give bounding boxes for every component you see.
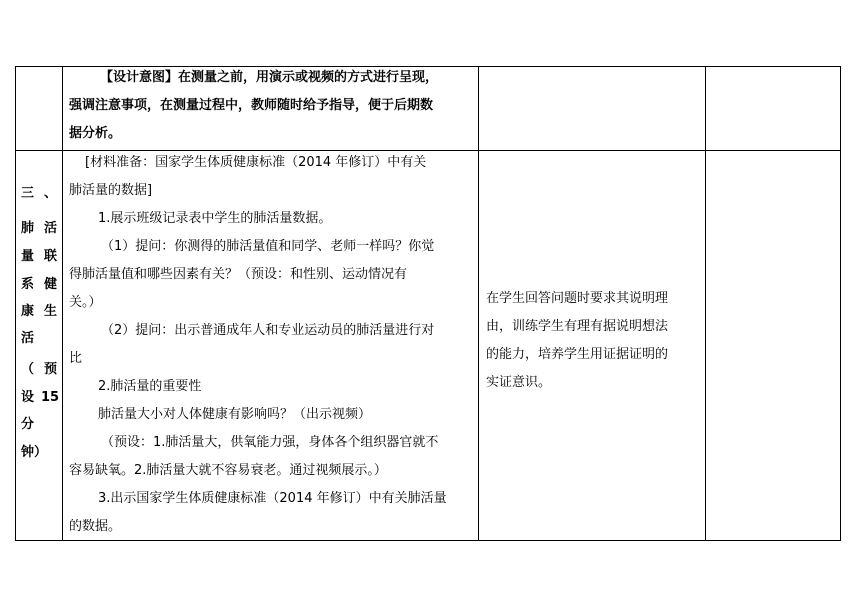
content-line: （2）提问：出示普通成年人和专业运动员的肺活量进行对 [101,323,435,338]
content-line: 1.展示班级记录表中学生的肺活量数据。 [98,211,332,226]
section-title-char: 健 [44,277,58,292]
col-border-4 [705,66,706,541]
col-border-1 [15,66,16,541]
col-border-3 [478,66,479,541]
intent-line: 由，训练学生有理有据说明想法 [486,319,669,334]
content-line: 肺活量的数据] [69,183,153,198]
section-title-char: 活 [21,331,35,346]
section-title-char: 生 [44,304,58,319]
section-title-char: 设 [21,390,35,405]
col-border-5 [840,66,841,541]
content-line: 关。） [69,295,102,310]
intent-line: 的能力，培养学生用证据证明的 [486,347,669,362]
section-title-char: 三 [21,186,35,201]
content-line: 3.出示国家学生体质健康标准（2014 年修订）中有关肺活量 [98,491,447,506]
content-line: 容易缺氧。2.肺活量大就不容易衰老。通过视频展示。） [69,463,387,478]
content-line: 的数据。 [69,519,122,534]
section-title-char: 量 [21,249,35,264]
section-title-char: 预 [44,362,58,377]
content-line: （1）提问：你测得的肺活量值和同学、老师一样吗？你觉 [101,239,435,254]
table-bottom-border [15,540,841,541]
section-title-char: 活 [44,221,58,236]
design-intent-line: 强调注意事项，在测量过程中，教师随时给予指导，便于后期数 [69,98,434,113]
content-line: 比 [69,351,83,366]
design-intent-line: 【设计意图】在测量之前，用演示或视频的方式进行呈现， [100,70,439,85]
content-line: （预设：1.肺活量大，供氧能力强，身体各个组织器官就不 [101,435,439,450]
section-title-char: 联 [44,249,58,264]
section-title-char: 钟） [21,445,48,460]
section-title-char: 、 [44,186,58,201]
section-title-char: 肺 [21,221,35,236]
section-title-char: 15 [41,390,60,405]
content-line: 肺活量大小对人体健康有影响吗？（出示视频） [98,407,372,422]
content-line: [材料准备：国家学生体质健康标准（2014 年修订）中有关 [85,155,427,170]
design-intent-line: 据分析。 [69,126,122,141]
intent-line: 实证意识。 [486,375,552,390]
section-title-char: （ [21,362,35,377]
section-title-char: 系 [21,277,35,292]
intent-line: 在学生回答问题时要求其说明理 [486,291,669,306]
col-border-2 [62,66,63,541]
content-line: 2.肺活量的重要性 [98,379,202,394]
section-title-char: 康 [21,304,35,319]
section-title-char: 分 [21,417,35,432]
content-line: 得肺活量值和哪些因素有关？（预设：和性别、运动情况有 [69,267,408,282]
